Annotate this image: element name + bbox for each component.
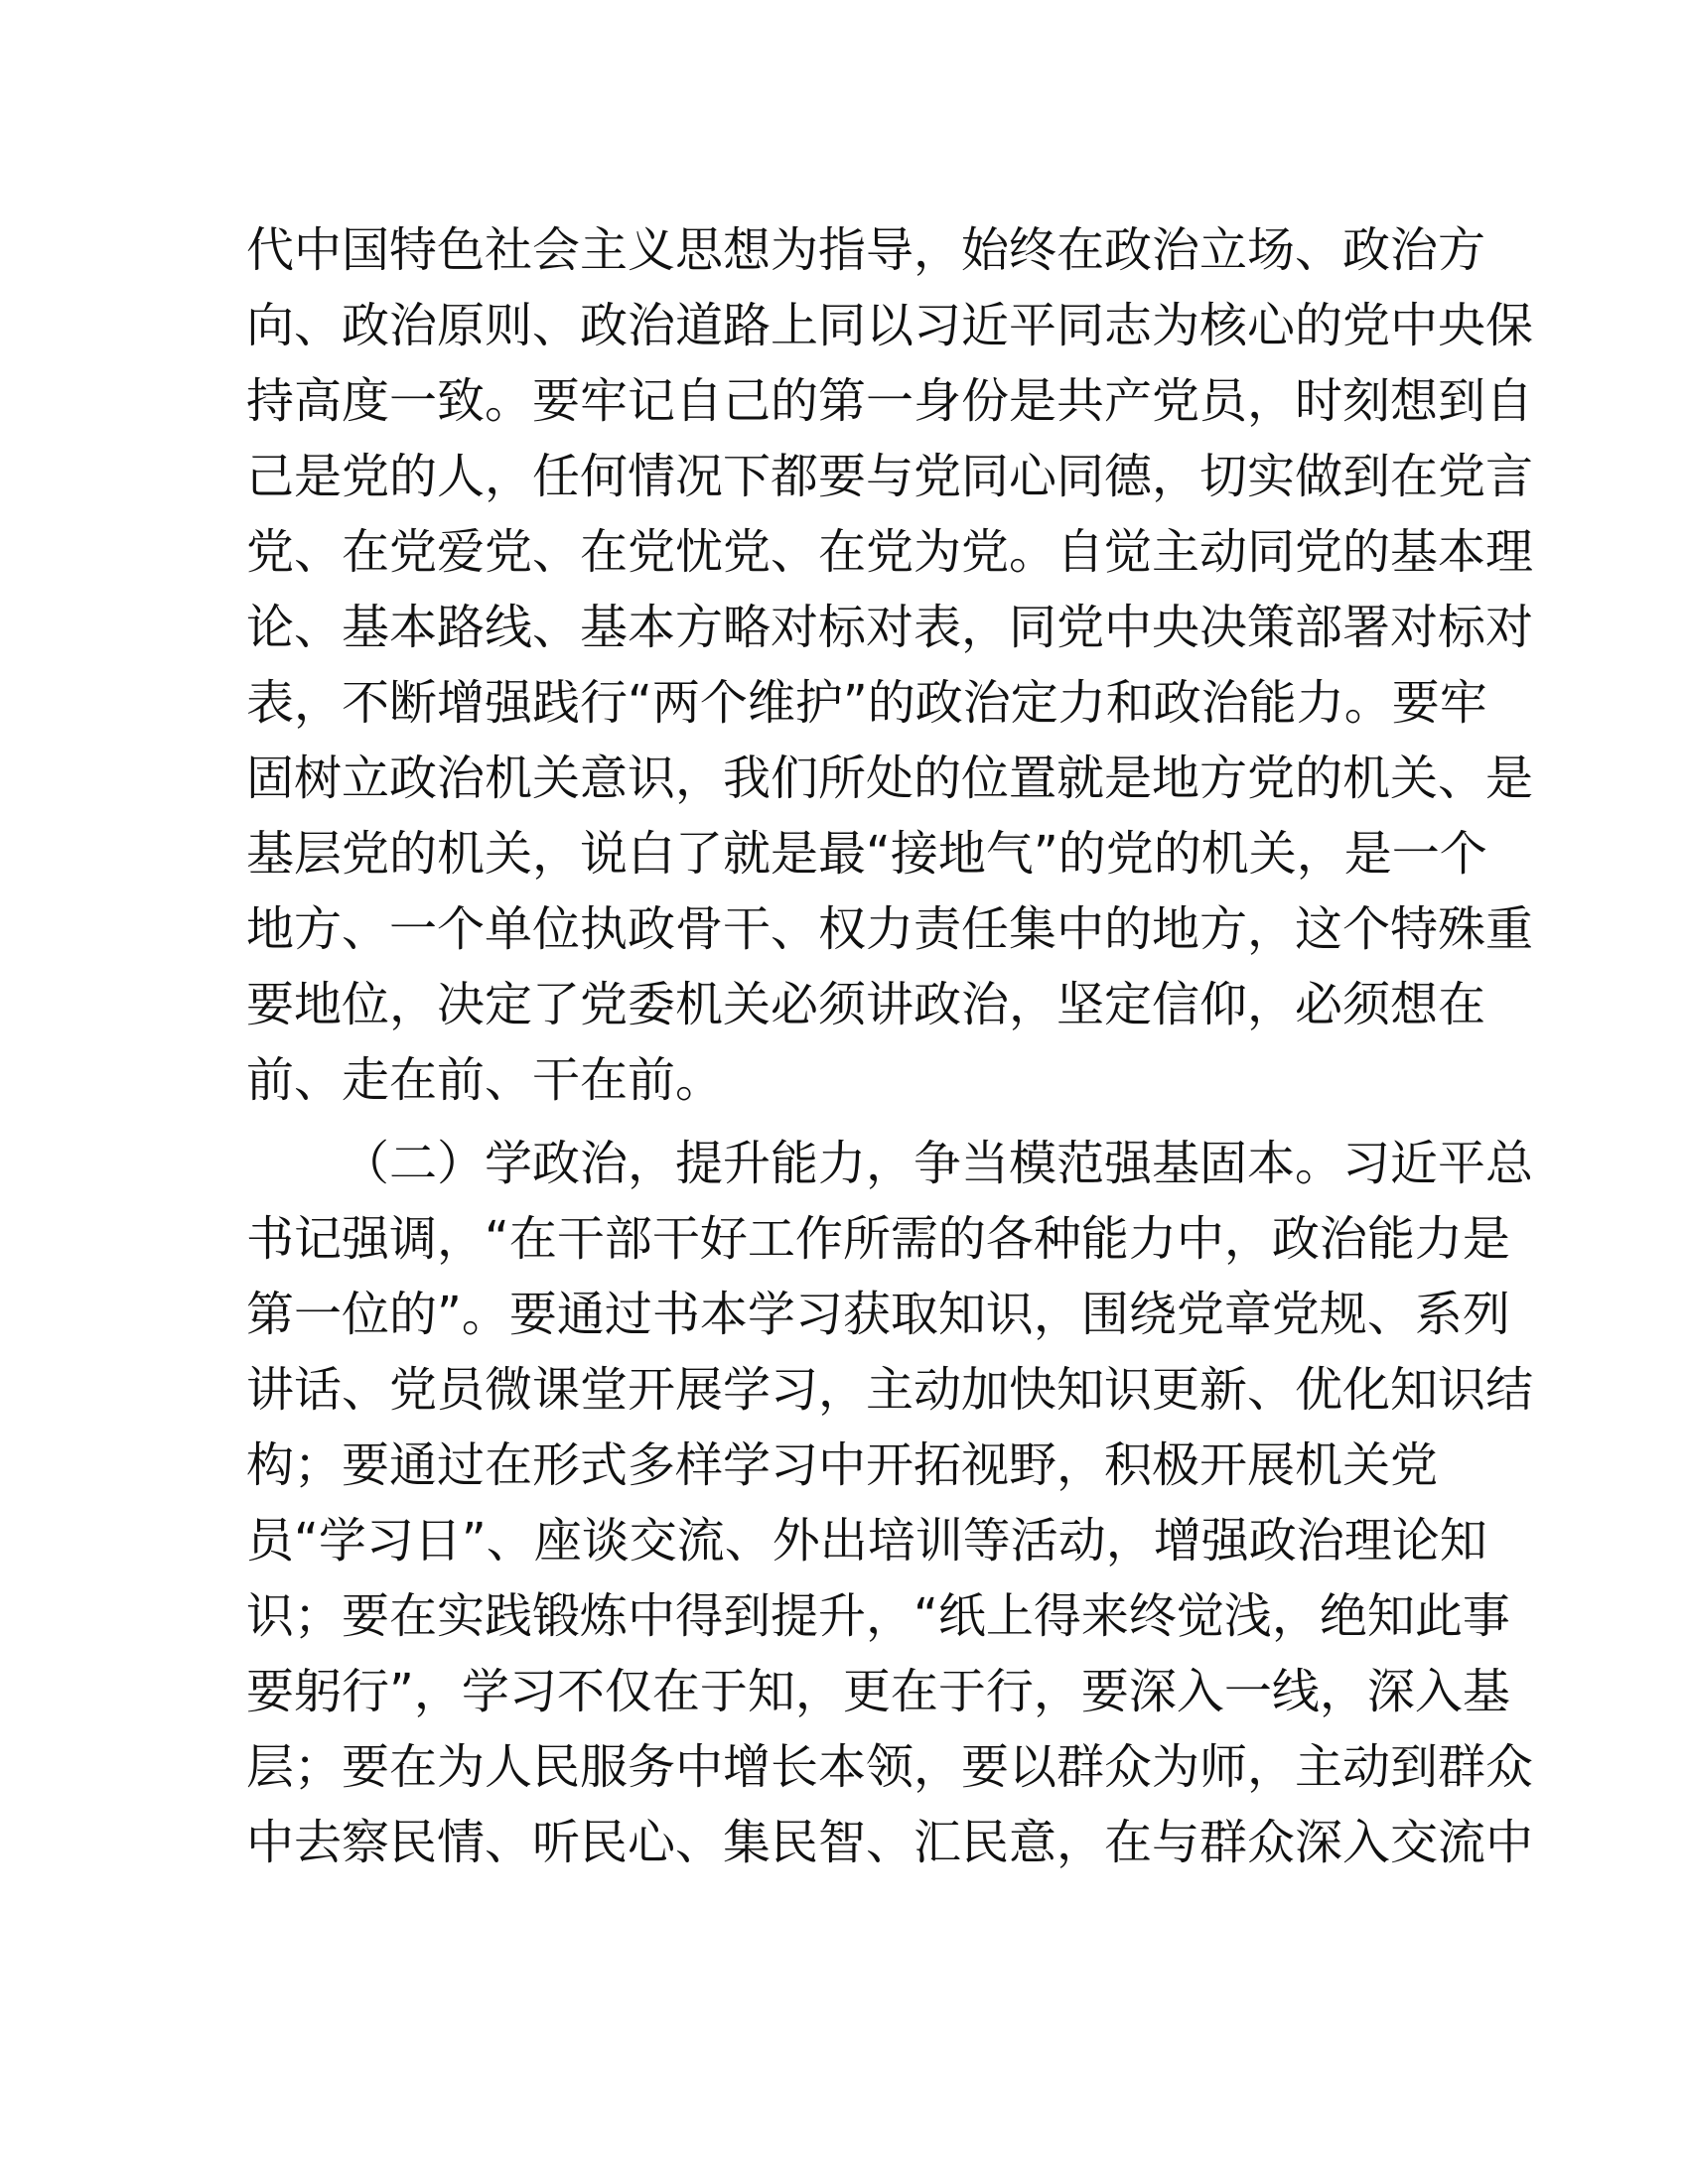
document-body (246, 212, 1534, 1880)
text-line: 向、政治原则、政治道路上同以习近平同志为核心的党中央保 (246, 298, 1534, 353)
text-line: 己是党的人，任何情况下都要与党同心同德，切实做到在党言 (246, 449, 1534, 504)
text-line: 论、基本路线、基本方略对标对表，同党中央决策部署对标对 (246, 600, 1534, 655)
text-line: 层；要在为人民服务中增长本领，要以群众为师，主动到群众 (246, 1739, 1534, 1795)
text-line: 构；要通过在形式多样学习中开拓视野，积极开展机关党 (246, 1437, 1439, 1493)
text-line: 固树立政治机关意识，我们所处的位置就是地方党的机关、是 (246, 751, 1534, 806)
text-line: 党、在党爱党、在党忧党、在党为党。自觉主动同党的基本理 (246, 524, 1534, 580)
text-line: 持高度一致。要牢记自己的第一身份是共产党员，时刻想到自 (246, 373, 1534, 429)
text-line: 基层党的机关，说白了就是最“接地气”的党的机关，是一个 (246, 826, 1487, 882)
text-line: 前、走在前、干在前。 (246, 1052, 724, 1108)
paragraph-1 (246, 212, 1534, 1118)
text-line: 讲话、党员微课堂开展学习，主动加快知识更新、优化知识结 (246, 1362, 1534, 1418)
text-line: 书记强调，“在干部干好工作所需的各种能力中，政治能力是 (246, 1211, 1510, 1267)
text-line: 要躬行”，学习不仅在于知，更在于行，要深入一线，深入基 (246, 1664, 1510, 1719)
text-line: 员“学习日”、座谈交流、外出培训等活动，增强政治理论知 (246, 1513, 1487, 1569)
text-line: 中去察民情、听民心、集民智、汇民意，在与群众深入交流中 (246, 1815, 1534, 1870)
text-line: 地方、一个单位执政骨干、权力责任集中的地方，这个特殊重 (246, 901, 1534, 957)
text-line: 第一位的”。要通过书本学习获取知识，围绕党章党规、系列 (246, 1287, 1510, 1342)
paragraph-spacer (246, 1118, 1438, 1126)
paragraph-2 (246, 1126, 1534, 1880)
text-line: 识；要在实践锻炼中得到提升，“纸上得来终觉浅，绝知此事 (246, 1588, 1510, 1644)
text-line: 表，不断增强践行“两个维护”的政治定力和政治能力。要牢 (246, 675, 1487, 731)
text-line: 代中国特色社会主义思想为指导，始终在政治立场、政治方 (246, 222, 1486, 278)
text-line-indented: （二）学政治，提升能力，争当模范强基固本。习近平总 (342, 1136, 1534, 1191)
text-line: 要地位，决定了党委机关必须讲政治，坚定信仰，必须想在 (246, 977, 1486, 1032)
